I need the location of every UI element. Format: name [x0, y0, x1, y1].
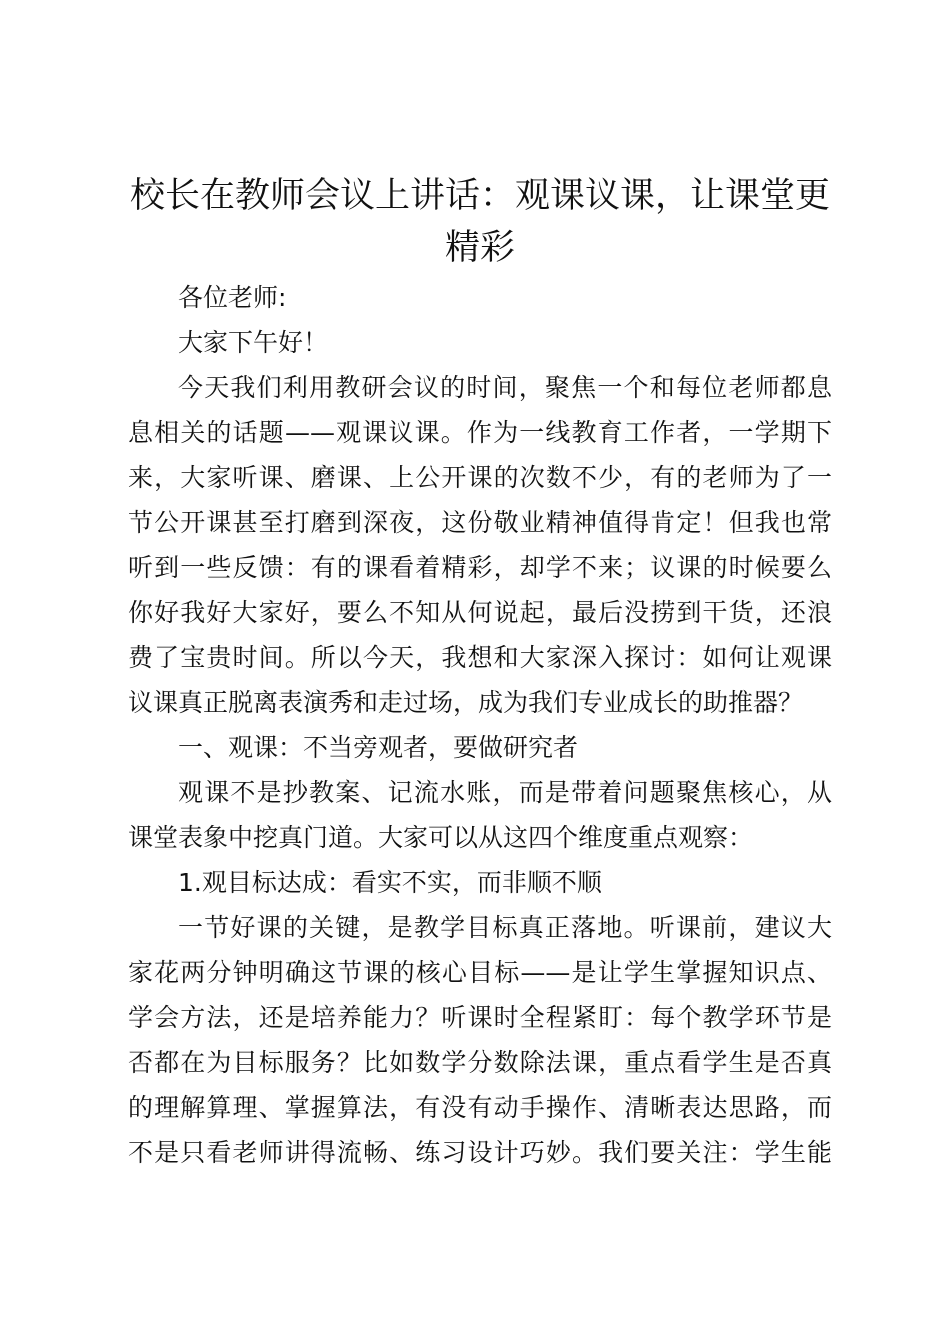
- text-line: 议课真正脱离表演秀和走过场，成为我们专业成长的助推器？: [128, 688, 804, 717]
- text-line: 听到一些反馈：有的课看着精彩，却学不来；议课的时候要么: [128, 553, 832, 582]
- text-line: 观课不是抄教案、记流水账，而是带着问题聚焦核心，从: [178, 778, 832, 807]
- text-line: 课堂表象中挖真门道。大家可以从这四个维度重点观察：: [128, 823, 754, 852]
- text-line: 来，大家听课、磨课、上公开课的次数不少，有的老师为了一: [128, 463, 832, 492]
- text-line: 息相关的话题——观课议课。作为一线教育工作者，一学期下: [128, 418, 832, 447]
- text-line: 家花两分钟明确这节课的核心目标——是让学生掌握知识点、: [128, 958, 832, 987]
- document-body: [128, 275, 832, 1175]
- text-line: 否都在为目标服务？比如数学分数除法课，重点看学生是否真: [128, 1048, 832, 1077]
- text-line: 1.观目标达成：看实不实，而非顺不顺: [178, 868, 602, 897]
- text-line: 今天我们利用教研会议的时间，聚焦一个和每位老师都息: [178, 373, 832, 402]
- text-line: 一、观课：不当旁观者，要做研究者: [178, 733, 579, 762]
- title-line-2: 精彩: [444, 228, 515, 268]
- text-line: 你好我好大家好，要么不知从何说起，最后没捞到干货，还浪: [128, 598, 832, 627]
- text-line: 大家下午好！: [178, 328, 329, 357]
- text-line: 的理解算理、掌握算法，有没有动手操作、清晰表达思路，而: [128, 1093, 832, 1122]
- title-line-1: 校长在教师会议上讲话：观课议课，让课堂更: [129, 176, 830, 216]
- document-title: [110, 170, 850, 274]
- text-line: 学会方法，还是培养能力？听课时全程紧盯：每个教学环节是: [128, 1003, 832, 1032]
- text-line: 各位老师:: [178, 283, 287, 312]
- text-line: 费了宝贵时间。所以今天，我想和大家深入探讨：如何让观课: [128, 643, 832, 672]
- text-line: 不是只看老师讲得流畅、练习设计巧妙。我们要关注：学生能: [128, 1138, 832, 1167]
- text-line: 一节好课的关键，是教学目标真正落地。听课前，建议大: [178, 913, 832, 942]
- text-line: 节公开课甚至打磨到深夜，这份敬业精神值得肯定！但我也常: [128, 508, 832, 537]
